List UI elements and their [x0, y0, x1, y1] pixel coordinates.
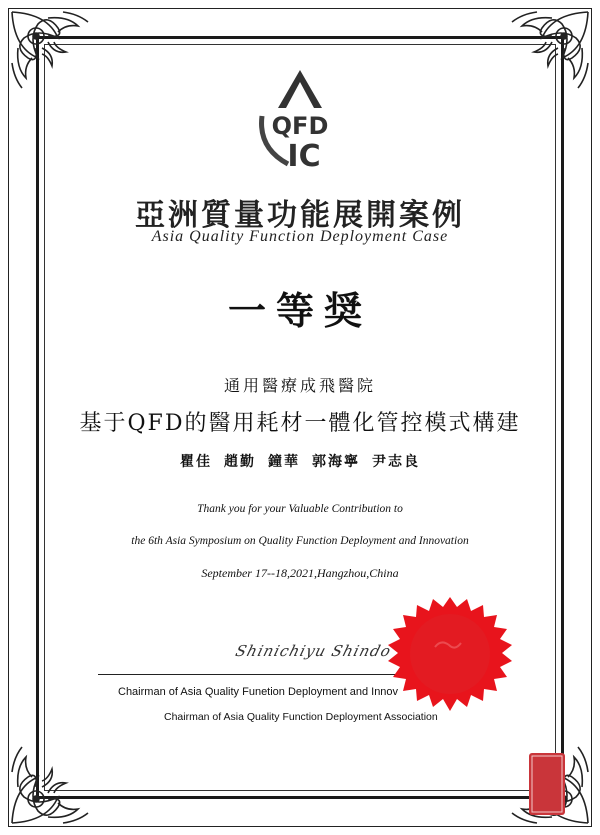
chairman-signature: Shinichiyu Shindo — [233, 642, 394, 660]
author-name: 郭海寧 — [312, 454, 360, 470]
chairman-title-1: Chairman of Asia Quality Funetion Deployment and Innov — [118, 686, 399, 698]
thanks-line-2: the 6th Asia Symposium on Quality Function Deployment and Innovation — [131, 535, 469, 547]
project-title: 基于QFD的醫用耗材一體化管控模式構建 — [79, 411, 521, 436]
author-name: 鐘華 — [268, 454, 300, 470]
red-seal — [385, 595, 515, 715]
award-level: 一等奨 — [227, 288, 372, 333]
event-date-location: September 17--18,2021,Hangzhou,China — [201, 566, 399, 580]
author-name: 趙勤 — [224, 454, 256, 470]
organization-name: 通用醫療成飛醫院 — [223, 376, 376, 395]
certificate-title-english: Asia Quality Function Deployment Case — [151, 228, 449, 245]
corner-ornament-top-right — [497, 8, 592, 103]
corner-ornament-bottom-left — [8, 732, 103, 827]
author-list — [0, 451, 600, 471]
signature-line — [98, 674, 410, 675]
logo-text-top: QFD — [271, 112, 329, 140]
corner-ornament-top-left — [8, 8, 103, 103]
logo-text-bottom: IC — [287, 139, 321, 172]
red-name-stamp — [528, 752, 566, 816]
thanks-line-1: Thank you for your Valuable Contribution to — [197, 503, 403, 515]
chairman-title-2: Chairman of Asia Quality Function Deployment Association — [164, 711, 438, 723]
author-name: 瞿佳 — [180, 454, 212, 470]
certificate-title-chinese: 亞洲質量功能展開案例 — [135, 198, 465, 233]
author-name: 尹志良 — [372, 454, 420, 470]
qfdic-logo — [248, 68, 352, 172]
